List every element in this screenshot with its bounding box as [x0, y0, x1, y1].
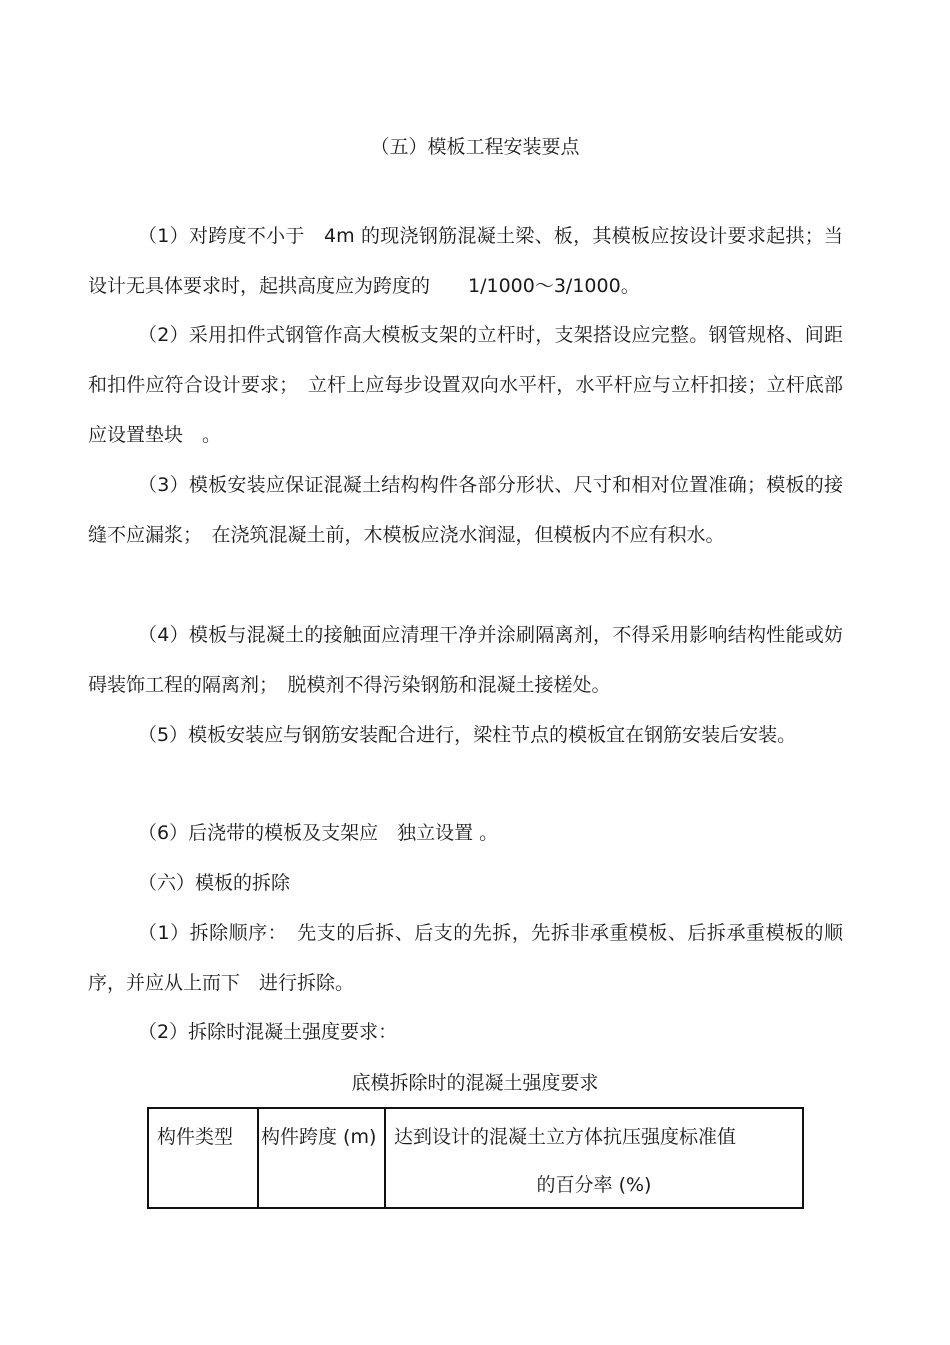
- header-cell-type: [148, 1108, 258, 1208]
- strength-table: [147, 1107, 804, 1209]
- header-strength-label-line1: 达到设计的混凝土立方体抗压强度标准值: [394, 1126, 737, 1148]
- paragraph-1: （1）对跨度不小于 4m 的现浇钢筋混凝土梁、板，其模板应按设计要求起拱；当设计无具体要求时，起拱高度应为跨度的 1/1000～3/1000。: [88, 225, 843, 297]
- header-cell-span: [258, 1108, 385, 1208]
- header-cell-strength: [385, 1108, 803, 1208]
- section-6-heading: （六）模板的拆除: [138, 872, 291, 894]
- paragraph-2: （2）采用扣件式钢管作高大模板支架的立杆时，支架搭设应完整。钢管规格、间距和扣件应符合设计要求； 立杆上应每步设置双向水平杆，水平杆应与立杆扣接；立杆底部应设置垫块 。: [88, 324, 843, 446]
- table-caption: 底模拆除时的混凝土强度要求: [351, 1072, 599, 1094]
- paragraph-5: （5）模板安装应与钢筋安装配合进行，梁柱节点的模板宜在钢筋安装后安装。: [138, 724, 797, 746]
- removal-order-paragraph: （1）拆除顺序： 先支的后拆、后支的先拆，先拆非承重模板、后拆承重模板的顺序，并应从上而下 进行拆除。: [88, 922, 843, 994]
- header-type-label: 构件类型: [157, 1126, 234, 1148]
- table-header-row: [148, 1108, 803, 1208]
- section-heading: （五）模板工程安装要点: [370, 136, 580, 158]
- removal-strength-paragraph: （2）拆除时混凝土强度要求：: [138, 1021, 398, 1043]
- paragraph-6: （6）后浇带的模板及支架应 独立设置 。: [138, 822, 499, 844]
- paragraph-4: （4）模板与混凝土的接触面应清理干净并涂刷隔离剂，不得采用影响结构性能或妨碍装饰工程的隔离剂； 脱模剂不得污染钢筋和混凝土接槎处。: [88, 624, 843, 696]
- header-strength-label-line2: 的百分率 (%): [536, 1174, 652, 1196]
- paragraph-3: （3）模板安装应保证混凝土结构构件各部分形状、尺寸和相对位置准确；模板的接缝不应漏浆； 在浇筑混凝土前，木模板应浇水润湿，但模板内不应有积水。: [88, 474, 843, 546]
- header-span-label: 构件跨度 (m): [261, 1126, 377, 1148]
